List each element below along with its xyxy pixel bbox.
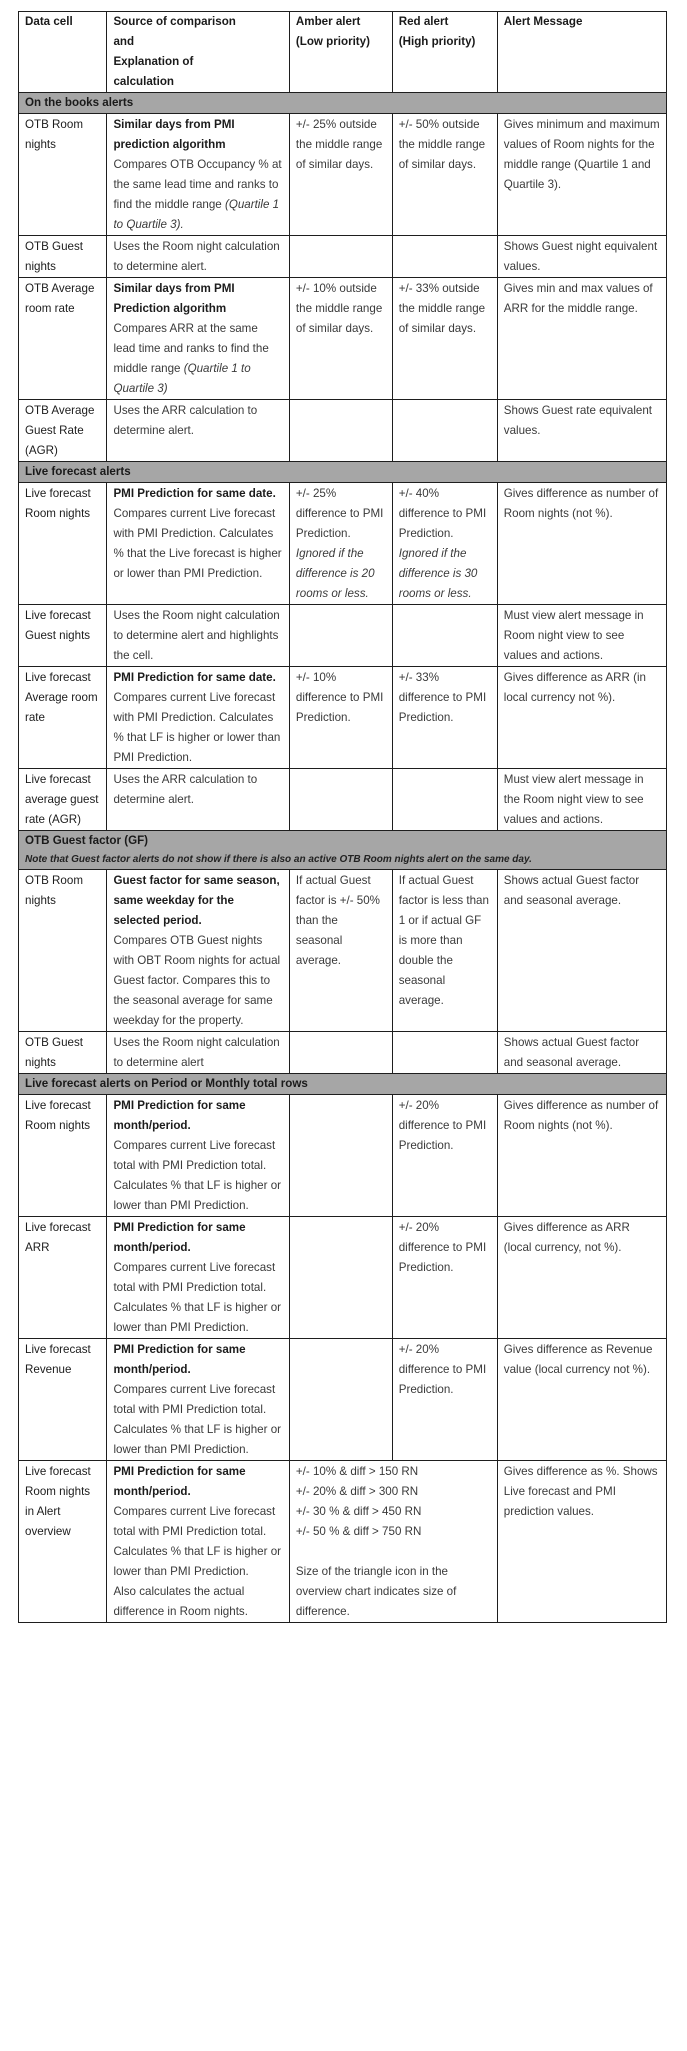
threshold-note: Size of the triangle icon in the overview chart indicates size of difference. — [295, 1565, 457, 1618]
amber-cell — [289, 1095, 392, 1217]
source-text: Compares ARR at the same lead time and ranks to find the middle range — [113, 322, 269, 375]
header-amber-line: (Low priority) — [295, 35, 370, 48]
red-cell: +/- 20% difference to PMI Prediction. — [392, 1095, 497, 1217]
amber-cell: +/- 10% outside the middle range of similar days. — [289, 278, 392, 400]
message-cell: Shows actual Guest factor and seasonal average. — [497, 870, 666, 1032]
red-cell: +/- 33% outside the middle range of similar days. — [392, 278, 497, 400]
source-text: Also calculates the actual difference in Room nights. — [113, 1585, 248, 1618]
message-cell: Gives difference as ARR (in local currency not %). — [497, 667, 666, 769]
source-title: PMI Prediction for same month/period. — [113, 1099, 246, 1132]
data-cell-label: Live forecast average guest rate (AGR) — [19, 769, 107, 831]
table-row — [19, 1095, 667, 1217]
message-cell: Shows actual Guest factor and seasonal average. — [497, 1032, 666, 1074]
table-row — [19, 1217, 667, 1339]
amber-cell — [289, 236, 392, 278]
section-title: Live forecast alerts on Period or Monthly total rows — [19, 1074, 667, 1095]
source-title: PMI Prediction for same date. — [113, 487, 276, 500]
data-cell-label: Live forecast ARR — [19, 1217, 107, 1339]
source-cell: Uses the Room night calculation to determine alert. — [107, 236, 289, 278]
table-row — [19, 278, 667, 400]
source-cell — [107, 278, 289, 400]
source-text: Compares current Live forecast with PMI Prediction. Calculates % that LF is higher or lower than PMI Prediction. — [113, 691, 281, 764]
source-text: Compares OTB Occupancy % at the same lead time and ranks to find the middle range — [113, 158, 282, 211]
section-header-guest-factor — [19, 831, 667, 870]
data-cell-label: Live forecast Guest nights — [19, 605, 107, 667]
threshold-line: +/- 30 % & diff > 450 RN — [295, 1505, 422, 1518]
red-cell — [392, 769, 497, 831]
source-italic: (Quartile 1 to Quartile 3) — [113, 362, 251, 395]
header-source-line: Source of comparison — [113, 15, 236, 28]
source-text: Calculates % that LF is higher or lower than PMI Prediction. — [113, 1423, 281, 1456]
threshold-line: +/- 10% & diff > 150 RN — [295, 1465, 419, 1478]
red-cell: If actual Guest factor is less than 1 or if actual GF is more than double the seasonal average. — [392, 870, 497, 1032]
source-cell — [107, 483, 289, 605]
section-note: Note that Guest factor alerts do not show if there is also an active OTB Room nights alert on the same day. — [25, 854, 532, 865]
table-row — [19, 1032, 667, 1074]
header-red-line: Red alert — [398, 15, 449, 28]
source-title: Guest factor for same season, same weekday for the selected period. — [113, 874, 280, 927]
source-title: PMI Prediction for same month/period. — [113, 1465, 246, 1498]
source-cell: Uses the ARR calculation to determine alert. — [107, 400, 289, 462]
header-red-line: (High priority) — [398, 35, 476, 48]
red-cell — [392, 236, 497, 278]
message-cell: Gives difference as %. Shows Live forecast and PMI prediction values. — [497, 1461, 666, 1623]
source-text: Compares OTB Guest nights with OBT Room nights for actual Guest factor. Compares this to the seasonal average for same weekday for the property. — [113, 934, 281, 1027]
source-text: Compares current Live forecast total with PMI Prediction total. — [113, 1139, 276, 1172]
amber-cell — [289, 605, 392, 667]
data-cell-label: OTB Guest nights — [19, 1032, 107, 1074]
spacer — [296, 1542, 491, 1562]
threshold-line: +/- 50 % & diff > 750 RN — [295, 1525, 422, 1538]
source-cell — [107, 667, 289, 769]
source-title: Similar days from PMI prediction algorithm — [113, 118, 235, 151]
section-title: Live forecast alerts — [19, 462, 667, 483]
amber-text: +/- 25% difference to PMI Prediction. — [295, 487, 384, 540]
table-row — [19, 236, 667, 278]
source-cell: Uses the Room night calculation to determine alert and highlights the cell. — [107, 605, 289, 667]
amber-note: Ignored if the difference is 20 rooms or less. — [295, 547, 375, 600]
table-row — [19, 1339, 667, 1461]
data-cell-label: OTB Room nights — [19, 870, 107, 1032]
header-source-line: and — [113, 35, 135, 48]
data-cell-label: OTB Average Guest Rate (AGR) — [19, 400, 107, 462]
source-cell — [107, 1217, 289, 1339]
header-source — [107, 12, 289, 93]
message-cell: Shows Guest rate equivalent values. — [497, 400, 666, 462]
header-amber-line: Amber alert — [295, 15, 361, 28]
data-cell-label: OTB Guest nights — [19, 236, 107, 278]
data-cell-label: Live forecast Revenue — [19, 1339, 107, 1461]
source-title: Similar days from PMI Prediction algorithm — [113, 282, 235, 315]
source-text: Compares current Live forecast total with PMI Prediction total. — [113, 1383, 276, 1416]
red-cell: +/- 20% difference to PMI Prediction. — [392, 1339, 497, 1461]
amber-cell: If actual Guest factor is +/- 50% than the seasonal average. — [289, 870, 392, 1032]
table-row — [19, 870, 667, 1032]
message-cell: Must view alert message in Room night view to see values and actions. — [497, 605, 666, 667]
source-title: PMI Prediction for same date. — [113, 671, 276, 684]
data-cell-label: Live forecast Room nights in Alert overview — [19, 1461, 107, 1623]
source-text: Calculates % that LF is higher or lower than PMI Prediction. — [113, 1301, 281, 1334]
message-cell: Shows Guest night equivalent values. — [497, 236, 666, 278]
data-cell-label: OTB Room nights — [19, 114, 107, 236]
red-cell: +/- 33% difference to PMI Prediction. — [392, 667, 497, 769]
section-title: OTB Guest factor (GF) — [25, 834, 149, 847]
header-red-alert — [392, 12, 497, 93]
header-amber-alert — [289, 12, 392, 93]
section-title-cell — [19, 831, 667, 870]
data-cell-label: Live forecast Room nights — [19, 1095, 107, 1217]
source-cell: Uses the Room night calculation to determine alert — [107, 1032, 289, 1074]
amber-cell: +/- 25% outside the middle range of similar days. — [289, 114, 392, 236]
source-text: Calculates % that LF is higher or lower than PMI Prediction. — [113, 1545, 281, 1578]
source-title: PMI Prediction for same month/period. — [113, 1343, 246, 1376]
amber-cell — [289, 1032, 392, 1074]
source-cell — [107, 1095, 289, 1217]
message-cell: Gives difference as number of Room nights (not %). — [497, 483, 666, 605]
red-cell — [392, 483, 497, 605]
table-row — [19, 605, 667, 667]
header-data-cell: Data cell — [19, 12, 107, 93]
amber-cell — [289, 769, 392, 831]
amber-cell — [289, 400, 392, 462]
data-cell-label: Live forecast Average room rate — [19, 667, 107, 769]
message-cell: Must view alert message in the Room night view to see values and actions. — [497, 769, 666, 831]
alerts-reference-table — [18, 11, 667, 1623]
source-cell — [107, 1461, 289, 1623]
table-row — [19, 400, 667, 462]
table-header-row — [19, 12, 667, 93]
table-row — [19, 483, 667, 605]
table-row — [19, 1461, 667, 1623]
source-title: PMI Prediction for same month/period. — [113, 1221, 246, 1254]
source-cell — [107, 1339, 289, 1461]
message-cell: Gives difference as Revenue value (local currency not %). — [497, 1339, 666, 1461]
merged-threshold-cell — [289, 1461, 497, 1623]
red-text: +/- 40% difference to PMI Prediction. — [398, 487, 487, 540]
header-alert-message: Alert Message — [497, 12, 666, 93]
message-cell: Gives difference as ARR (local currency, not %). — [497, 1217, 666, 1339]
red-cell: +/- 20% difference to PMI Prediction. — [392, 1217, 497, 1339]
amber-cell — [289, 483, 392, 605]
section-header-period-totals — [19, 1074, 667, 1095]
table-row — [19, 769, 667, 831]
source-text: Compares current Live forecast total with PMI Prediction total. — [113, 1261, 276, 1294]
source-text: Calculates % that LF is higher or lower than PMI Prediction. — [113, 1179, 281, 1212]
source-cell — [107, 114, 289, 236]
red-cell — [392, 1032, 497, 1074]
red-cell — [392, 400, 497, 462]
red-note: Ignored if the difference is 30 rooms or less. — [398, 547, 478, 600]
red-cell: +/- 50% outside the middle range of similar days. — [392, 114, 497, 236]
section-header-live-forecast — [19, 462, 667, 483]
header-source-line: calculation — [113, 75, 175, 88]
data-cell-label: OTB Average room rate — [19, 278, 107, 400]
message-cell: Gives min and max values of ARR for the middle range. — [497, 278, 666, 400]
amber-cell: +/- 10% difference to PMI Prediction. — [289, 667, 392, 769]
threshold-line: +/- 20% & diff > 300 RN — [295, 1485, 419, 1498]
source-text: Compares current Live forecast with PMI Prediction. Calculates % that the Live forecast is higher or lower than PMI Prediction. — [113, 507, 282, 580]
table-row — [19, 667, 667, 769]
section-header-on-the-books — [19, 93, 667, 114]
message-cell: Gives minimum and maximum values of Room nights for the middle range (Quartile 1 and Quartile 3). — [497, 114, 666, 236]
red-cell — [392, 605, 497, 667]
section-title: On the books alerts — [19, 93, 667, 114]
source-italic: (Quartile 1 to Quartile 3). — [113, 198, 280, 231]
source-text: Compares current Live forecast total with PMI Prediction total. — [113, 1505, 276, 1538]
data-cell-label: Live forecast Room nights — [19, 483, 107, 605]
header-source-line: Explanation of — [113, 55, 194, 68]
source-cell: Uses the ARR calculation to determine alert. — [107, 769, 289, 831]
amber-cell — [289, 1217, 392, 1339]
table-row — [19, 114, 667, 236]
amber-cell — [289, 1339, 392, 1461]
source-cell — [107, 870, 289, 1032]
message-cell: Gives difference as number of Room nights (not %). — [497, 1095, 666, 1217]
